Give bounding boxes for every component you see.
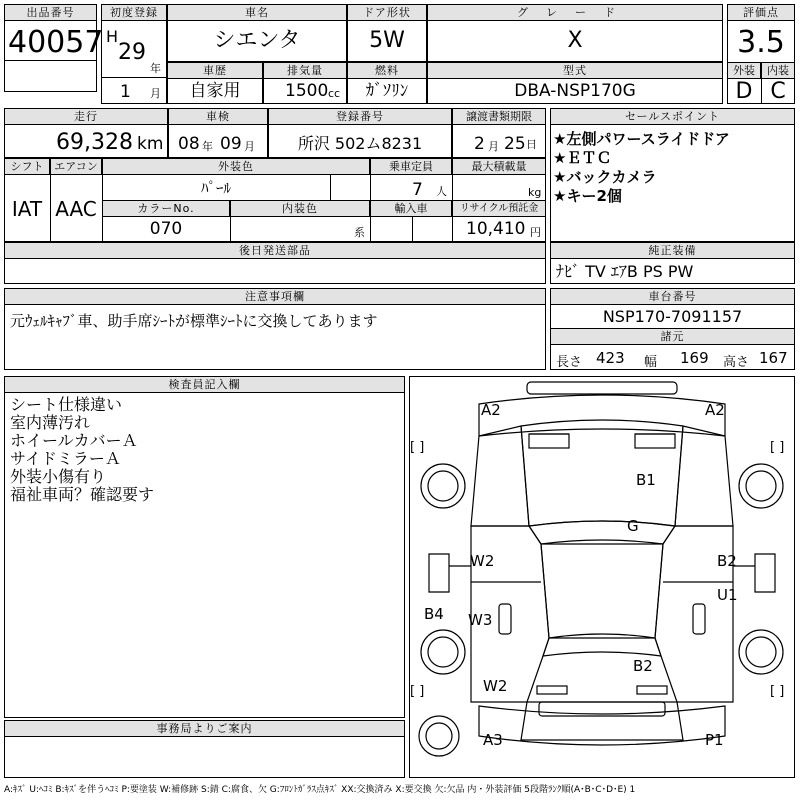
transfer-day-unit: 日: [526, 138, 537, 151]
mileage-unit: km: [137, 134, 164, 154]
recycle: 10,410: [466, 219, 526, 239]
sales-point-item: ★左側パワースライドドア: [553, 130, 730, 148]
history-label: 車歴: [167, 62, 263, 79]
transfer-month: 2: [474, 134, 485, 154]
fuel-label: 燃料: [347, 62, 427, 79]
interior-label: 内装: [761, 62, 795, 79]
displacement-label: 排気量: [263, 62, 347, 79]
bracket-right-lower: [ ]: [770, 684, 785, 699]
first-reg-label: 初度登録: [101, 4, 167, 21]
model: DBA-NSP170G: [514, 81, 636, 101]
inspector-note: ホイールカバーＡ: [10, 431, 138, 450]
first-reg-year: 29: [118, 40, 146, 65]
exterior-grade: D: [735, 79, 753, 104]
model-label: 型式: [427, 62, 723, 79]
damage-mark-right-front-door: B2: [717, 552, 737, 570]
plate-label: 登録番号: [268, 108, 452, 125]
height: 167: [759, 349, 788, 367]
color-no-label: カラーNo.: [102, 200, 230, 217]
sales-point-item: ★キー2個: [553, 187, 622, 205]
first-reg-year-unit: 年: [150, 62, 161, 75]
displacement: 1500: [285, 81, 329, 101]
damage-mark-right-rear-door: U1: [717, 586, 738, 604]
ext-color: ﾊﾟｰﾙ: [200, 179, 231, 197]
damage-mark-windshield: G: [627, 517, 639, 535]
office-label: 事務局よりご案内: [4, 720, 405, 737]
lot-label: 出品番号: [4, 4, 97, 21]
color-no: 070: [149, 219, 183, 239]
int-color-label: 内装色: [230, 200, 370, 217]
inspection-month: 09: [220, 134, 242, 154]
damage-mark-left-front-door: W2: [470, 552, 495, 570]
damage-mark-front-right: A2: [705, 401, 725, 419]
inspector-note: サイドミラーＡ: [10, 449, 121, 468]
capacity: 7: [412, 180, 423, 200]
notes-text: 元ｳｪﾙｷｬﾌﾞ車、助手席ｼｰﾄが標準ｼｰﾄに交換してあります: [10, 312, 378, 330]
shift-label: シフト: [4, 158, 50, 175]
equipment: ﾅﾋﾞ TV ｴｱB PS PW: [556, 262, 694, 281]
bracket-left-lower: [ ]: [410, 684, 425, 699]
inspector-note: シート仕様違い: [10, 395, 123, 414]
inspector-note: 室内薄汚れ: [10, 413, 91, 432]
sales-point-item: ★ＥＴＣ: [553, 149, 612, 167]
later-parts-label: 後日発送部品: [4, 242, 546, 259]
plate-number: 所沢 502ム8231: [297, 134, 423, 153]
height-label: 高さ: [723, 355, 750, 370]
score-label: 評価点: [727, 4, 795, 21]
width: 169: [680, 349, 709, 367]
first-reg-era: H: [106, 27, 119, 46]
load-unit: kg: [528, 186, 542, 199]
door-type-label: ドア形状: [347, 4, 427, 21]
dims-label: 諸元: [550, 328, 795, 345]
lot-number: 40057: [8, 25, 104, 60]
recycle-label: リサイクル預託金: [452, 200, 546, 217]
transfer-label: 譲渡書類期限: [452, 108, 546, 125]
aircon: AAC: [55, 197, 97, 221]
mileage-label: 走行: [4, 108, 168, 125]
transfer-month-unit: 月: [488, 140, 499, 153]
transfer-day: 25: [504, 134, 526, 154]
sales-point-item: ★バックカメラ: [553, 168, 657, 186]
damage-mark-hood: B1: [636, 471, 656, 489]
score: 3.5: [737, 25, 785, 60]
aircon-label: エアコン: [50, 158, 102, 175]
damage-mark-rear-right: P1: [705, 731, 724, 749]
recycle-unit: 円: [530, 226, 541, 239]
shift: IAT: [11, 197, 43, 221]
inspector-label: 検査員記入欄: [4, 376, 405, 393]
car-name: シエンタ: [213, 28, 301, 53]
damage-mark-left-rear-door: W3: [468, 611, 493, 629]
damage-mark-left-rear-fender: B4: [424, 605, 444, 623]
notes-label: 注意事項欄: [4, 288, 546, 305]
inspector-note: 外装小傷有り: [10, 467, 107, 486]
inspection-year: 08: [178, 134, 200, 154]
import-label: 輸入車: [370, 200, 452, 217]
length-label: 長さ: [556, 355, 583, 370]
mileage: 69,328: [56, 130, 133, 155]
displacement-unit: cc: [328, 87, 341, 100]
inspection-month-unit: 月: [244, 140, 255, 153]
chassis-number: NSP170-7091157: [602, 307, 743, 326]
length: 423: [596, 349, 625, 367]
door-type: 5W: [369, 28, 405, 53]
inspector-note: 福祉車両？確認要す: [10, 485, 155, 504]
width-label: 幅: [644, 355, 658, 370]
sales-points-label: セールスポイント: [550, 108, 795, 125]
first-reg-month-unit: 月: [150, 87, 161, 100]
grade: X: [567, 28, 583, 53]
int-color-unit: 系: [354, 226, 365, 239]
grade-label: グレード: [427, 4, 723, 21]
bracket-right: [ ]: [770, 440, 785, 455]
bracket-left: [ ]: [410, 440, 425, 455]
chassis-label: 車台番号: [550, 288, 795, 305]
first-reg-month: 1: [120, 82, 131, 102]
history: 自家用: [189, 81, 241, 101]
capacity-label: 乗車定員: [370, 158, 452, 175]
damage-legend: A:ｷｽﾞ U:ﾍｺﾐ B:ｷｽﾞを伴うﾍｺﾐ P:要塗装 W:補修跡 S:錆 C:腐食、欠 G:ﾌﾛﾝﾄｶﾞﾗｽ点ｷｽﾞ XX:交換済み X:要交換 欠:欠品 内・外装評価 5段階ﾗﾝｸ順(A･B･C･D･E) 1: [4, 785, 636, 795]
load-label: 最大積載量: [452, 158, 546, 175]
damage-mark-left-rear-quarter: W2: [483, 677, 508, 695]
damage-mark-rear-left: A3: [483, 731, 503, 749]
inspection-year-unit: 年: [202, 140, 213, 153]
fuel: ｶﾞｿﾘﾝ: [365, 81, 409, 101]
exterior-label: 外装: [727, 62, 761, 79]
car-name-label: 車名: [167, 4, 347, 21]
ext-color-label: 外装色: [102, 158, 370, 175]
car-diagram: [409, 376, 795, 778]
equipment-label: 純正装備: [550, 242, 795, 259]
inspection-label: 車検: [168, 108, 268, 125]
damage-mark-roof: B2: [633, 657, 653, 675]
sales-points: [553, 130, 730, 206]
capacity-unit: 人: [436, 185, 447, 198]
inspector-notes: [10, 396, 154, 504]
damage-mark-front-left: A2: [481, 401, 501, 419]
interior-grade: C: [770, 79, 786, 104]
